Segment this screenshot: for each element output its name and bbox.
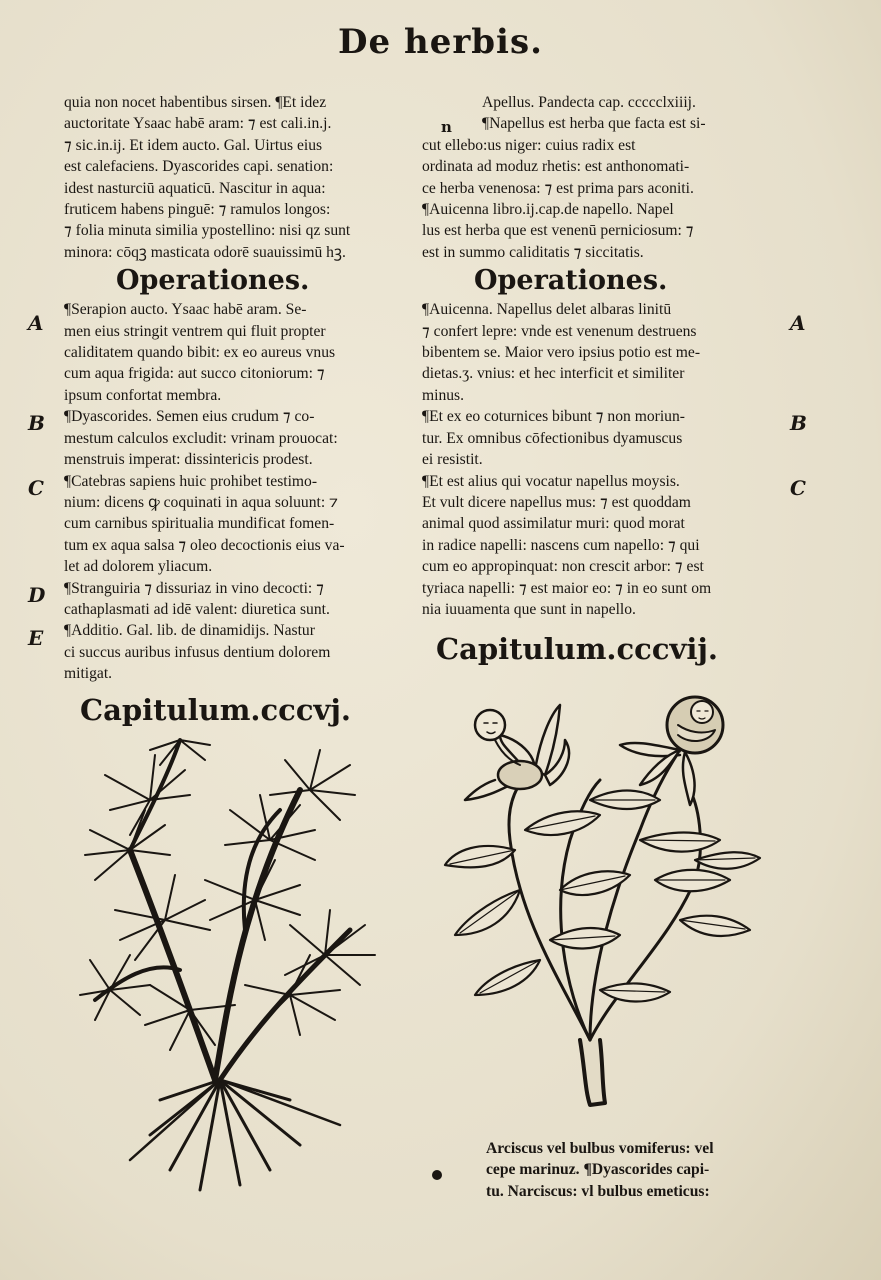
text-line: ¶Catebras sapiens huic prohibet testimo- xyxy=(64,472,318,490)
text-line: nium: dicens ꝙ coquinati in aqua soluunt: ⁊ xyxy=(64,493,338,511)
left-paragraph-d xyxy=(64,578,394,621)
text-line: ¶Dyascorides. Semen eius crudum ⁊ co- xyxy=(64,408,315,426)
chapter-heading-left: Capitulum.cccvj. xyxy=(80,692,351,727)
text-line: ¶Additio. Gal. lib. de dinamidijs. Nastur xyxy=(64,622,315,640)
text-line: Et vult dicere napellus mus: ⁊ est quoddam xyxy=(422,493,691,511)
text-line: tum ex aqua salsa ⁊ oleo decoctionis eius va- xyxy=(64,536,345,554)
text-line: ¶Et est alius qui vocatur napellus moysis. xyxy=(422,472,680,490)
text-line: in radice napelli: nascens cum napello: ⁊ qui xyxy=(422,536,700,554)
operationes-heading-left: Operationes. xyxy=(116,265,310,297)
text-line: idest nasturciū aquaticū. Nascitur in aqua: xyxy=(64,179,326,197)
text-line: animal quod assimilatur muri: quod morat xyxy=(422,515,685,533)
text-line: cathaplasmati ad idē valent: diuretica sunt. xyxy=(64,600,330,618)
left-column xyxy=(64,92,394,731)
text-line: ⁊ sic.in.ij. Et idem aucto. Gal. Uirtus eius xyxy=(64,136,323,154)
left-intro xyxy=(64,92,394,263)
text-line: ⁊ folia minuta similia ypostellino: nisi qz sunt xyxy=(64,222,351,240)
text-line: minora: cōqꝫ masticata odorē suauissimū hꝫ. xyxy=(64,243,346,261)
margin-letter-c-left: C xyxy=(28,476,44,500)
margin-letter-b-right: B xyxy=(790,411,807,435)
chapter-heading-right: Capitulum.cccvij. xyxy=(436,632,718,667)
left-paragraph-e xyxy=(64,620,394,684)
text-line: mitigat. xyxy=(64,665,113,683)
text-line: cum eo appropinquat: non crescit arbor: ⁊ est xyxy=(422,558,704,576)
text-line: tur. Ex omnibus cōfectionibus dyamuscus xyxy=(422,429,683,447)
text-line: men eius stringit ventrem qui fluit propter xyxy=(64,322,326,340)
text-line: quia non nocet habentibus sirsen. ¶Et idez xyxy=(64,94,327,111)
text-line: lus est herba que est venenū perniciosum: ⁊ xyxy=(422,222,694,240)
text-line: fruticem habens pinguē: ⁊ ramulos longos: xyxy=(64,201,331,219)
margin-letter-d-left: D xyxy=(28,583,46,607)
margin-letter-a-left: A xyxy=(28,311,44,335)
text-line: cepe marinuz. ¶Dyascorides capi- xyxy=(486,1161,710,1179)
text-line: est in summo caliditatis ⁊ siccitatis. xyxy=(422,243,644,261)
bullet-mark xyxy=(432,1170,442,1180)
text-line: ¶Auicenna libro.ij.cap.de napello. Napel xyxy=(422,201,674,219)
margin-letter-c-right: C xyxy=(790,476,806,500)
text-line: cum aqua frigida: aut succo citoniorum: ⁊ xyxy=(64,365,325,383)
woodcut-nasturtium-illustration xyxy=(70,730,400,1200)
right-column xyxy=(422,92,772,670)
text-line: dietas.ʒ. vnius: et hec interficit et similiter xyxy=(422,365,685,383)
text-line: caliditatem quando bibit: ex eo aureus vnus xyxy=(64,344,336,362)
text-line: Apellus. Pandecta cap. ccccclxiiij. xyxy=(482,94,696,111)
text-line: ei resistit. xyxy=(422,451,483,469)
text-line: cum carnibus spiritualia mundificat fomen- xyxy=(64,515,335,533)
text-line: ¶Stranguiria ⁊ dissuriaz in vino decocti: ⁊ xyxy=(64,579,324,597)
text-line: ¶Auicenna. Napellus delet albaras linitū xyxy=(422,301,672,319)
margin-letter-a-right: A xyxy=(790,311,806,335)
left-paragraph-c xyxy=(64,471,394,578)
text-line: Arciscus vel bulbus vomiferus: vel xyxy=(486,1140,714,1157)
text-line: ¶Et ex eo coturnices bibunt ⁊ non moriun- xyxy=(422,408,685,426)
text-line: menstruis imperat: dissintericis prodest. xyxy=(64,451,313,469)
text-line: ¶Serapion aucto. Ysaac habē aram. Se- xyxy=(64,301,307,319)
text-line: ci succus auribus infusus dentium dolorem xyxy=(64,643,331,661)
text-line: ordinata ad moduz rhetis: est anthonomati- xyxy=(422,158,690,176)
margin-marker-n: n xyxy=(441,118,452,136)
left-paragraph-b xyxy=(64,406,394,470)
right-paragraph-a xyxy=(422,299,772,406)
text-line: ¶Napellus est herba que facta est si- xyxy=(482,115,706,133)
margin-letter-b-left: B xyxy=(28,411,45,435)
text-line: tyriaca napelli: ⁊ est maior eo: ⁊ in eo sunt om xyxy=(422,579,712,597)
text-line: bibentem se. Maior vero ipsius potio est me- xyxy=(422,344,701,362)
text-line: cut ellebo:us niger: cuius radix est xyxy=(422,136,636,154)
right-paragraph-c xyxy=(422,471,772,621)
bottom-right-text xyxy=(486,1138,786,1202)
operationes-heading-right: Operationes. xyxy=(474,265,668,297)
left-paragraph-a xyxy=(64,299,394,406)
margin-letter-e-left: E xyxy=(28,626,44,650)
text-line: mestum calculos excludit: vrinam prouocat: xyxy=(64,429,338,447)
text-line: tu. Narciscus: vl bulbus emeticus: xyxy=(486,1182,710,1200)
right-paragraph-b xyxy=(422,406,772,470)
text-line: est calefaciens. Dyascorides capi. senation: xyxy=(64,158,334,176)
text-line: ⁊ confert lepre: vnde est venenum destruens xyxy=(422,322,697,340)
text-line: nia iuuamenta que sunt in napello. xyxy=(422,600,636,618)
text-line: minus. xyxy=(422,386,465,404)
text-line: auctoritate Ysaac habē aram: ⁊ est cali.in.j. xyxy=(64,115,332,133)
right-intro xyxy=(422,92,772,263)
text-line: ipsum confortat membra. xyxy=(64,386,222,404)
text-line: ce herba venenosa: ⁊ est prima pars aconiti. xyxy=(422,179,694,197)
woodcut-napellus-illustration xyxy=(440,690,770,1120)
running-head: De herbis. xyxy=(338,22,543,62)
text-line: let ad dolorem yliacum. xyxy=(64,558,213,576)
